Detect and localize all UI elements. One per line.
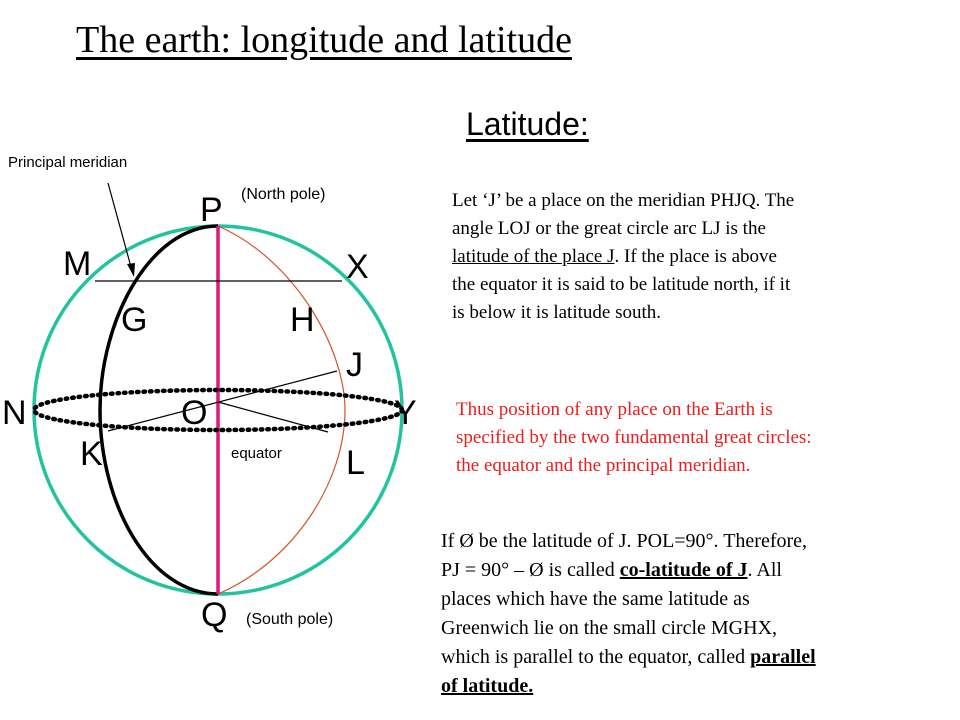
north-pole-label: (North pole) [241, 186, 326, 203]
text-line: angle LOJ or the great circle arc LJ is the [452, 218, 766, 239]
co-latitude-term: co-latitude of J [619, 559, 748, 581]
principal-meridian-label: Principal meridian [8, 154, 128, 171]
point-K-label: K [80, 435, 103, 473]
point-L-label: L [346, 444, 365, 482]
text-line: is below it is latitude south. [452, 302, 661, 323]
text-fragment: . If the place is above [614, 246, 777, 267]
latitude-definition-paragraph [452, 187, 952, 327]
underlined-term: latitude of the place J [452, 246, 615, 267]
text-fragment: . All [747, 559, 782, 581]
point-X-label: X [346, 248, 369, 286]
diameter-KJ [108, 371, 337, 431]
point-G-label: G [121, 301, 148, 339]
text-line: specified by the two fundamental great circles: [456, 427, 812, 448]
parallel-term: parallel [750, 646, 816, 668]
text-line: places which have the same latitude as [441, 588, 750, 610]
fundamental-circles-paragraph [456, 396, 956, 480]
point-O-label: O [181, 394, 208, 432]
text-line [441, 643, 951, 672]
equator-label: equator [231, 445, 282, 462]
parallel-term-continued: of latitude. [441, 675, 534, 697]
pointer-arrow-head [127, 263, 135, 277]
co-latitude-paragraph [441, 527, 951, 701]
south-pole-label: (South pole) [246, 611, 334, 628]
text-line: the equator it is said to be latitude north, if it [452, 274, 791, 295]
point-P-label: P [200, 191, 223, 229]
text-line: Let ‘J’ be a place on the meridian PHJQ. The [452, 190, 795, 211]
point-J-label: J [346, 346, 363, 384]
section-subtitle: Latitude: [466, 106, 589, 142]
text-line [452, 243, 952, 271]
point-N-label: N [2, 394, 27, 432]
point-M-label: M [63, 245, 92, 283]
point-H-label: H [290, 301, 315, 339]
point-Y-label: Y [394, 394, 417, 432]
text-fragment: PJ = 90° – Ø is called [441, 559, 620, 581]
text-fragment: which is parallel to the equator, called [441, 646, 751, 668]
text-line: the equator and the principal meridian. [456, 455, 751, 476]
text-line: Greenwich lie on the small circle MGHX, [441, 617, 778, 639]
point-Q-label: Q [201, 596, 228, 634]
text-line [441, 556, 951, 585]
text-line: If Ø be the latitude of J. POL=90°. Therefore, [441, 530, 808, 552]
page-title: The earth: longitude and latitude [76, 19, 572, 61]
text-line [441, 672, 951, 701]
text-line: Thus position of any place on the Earth is [456, 399, 773, 420]
